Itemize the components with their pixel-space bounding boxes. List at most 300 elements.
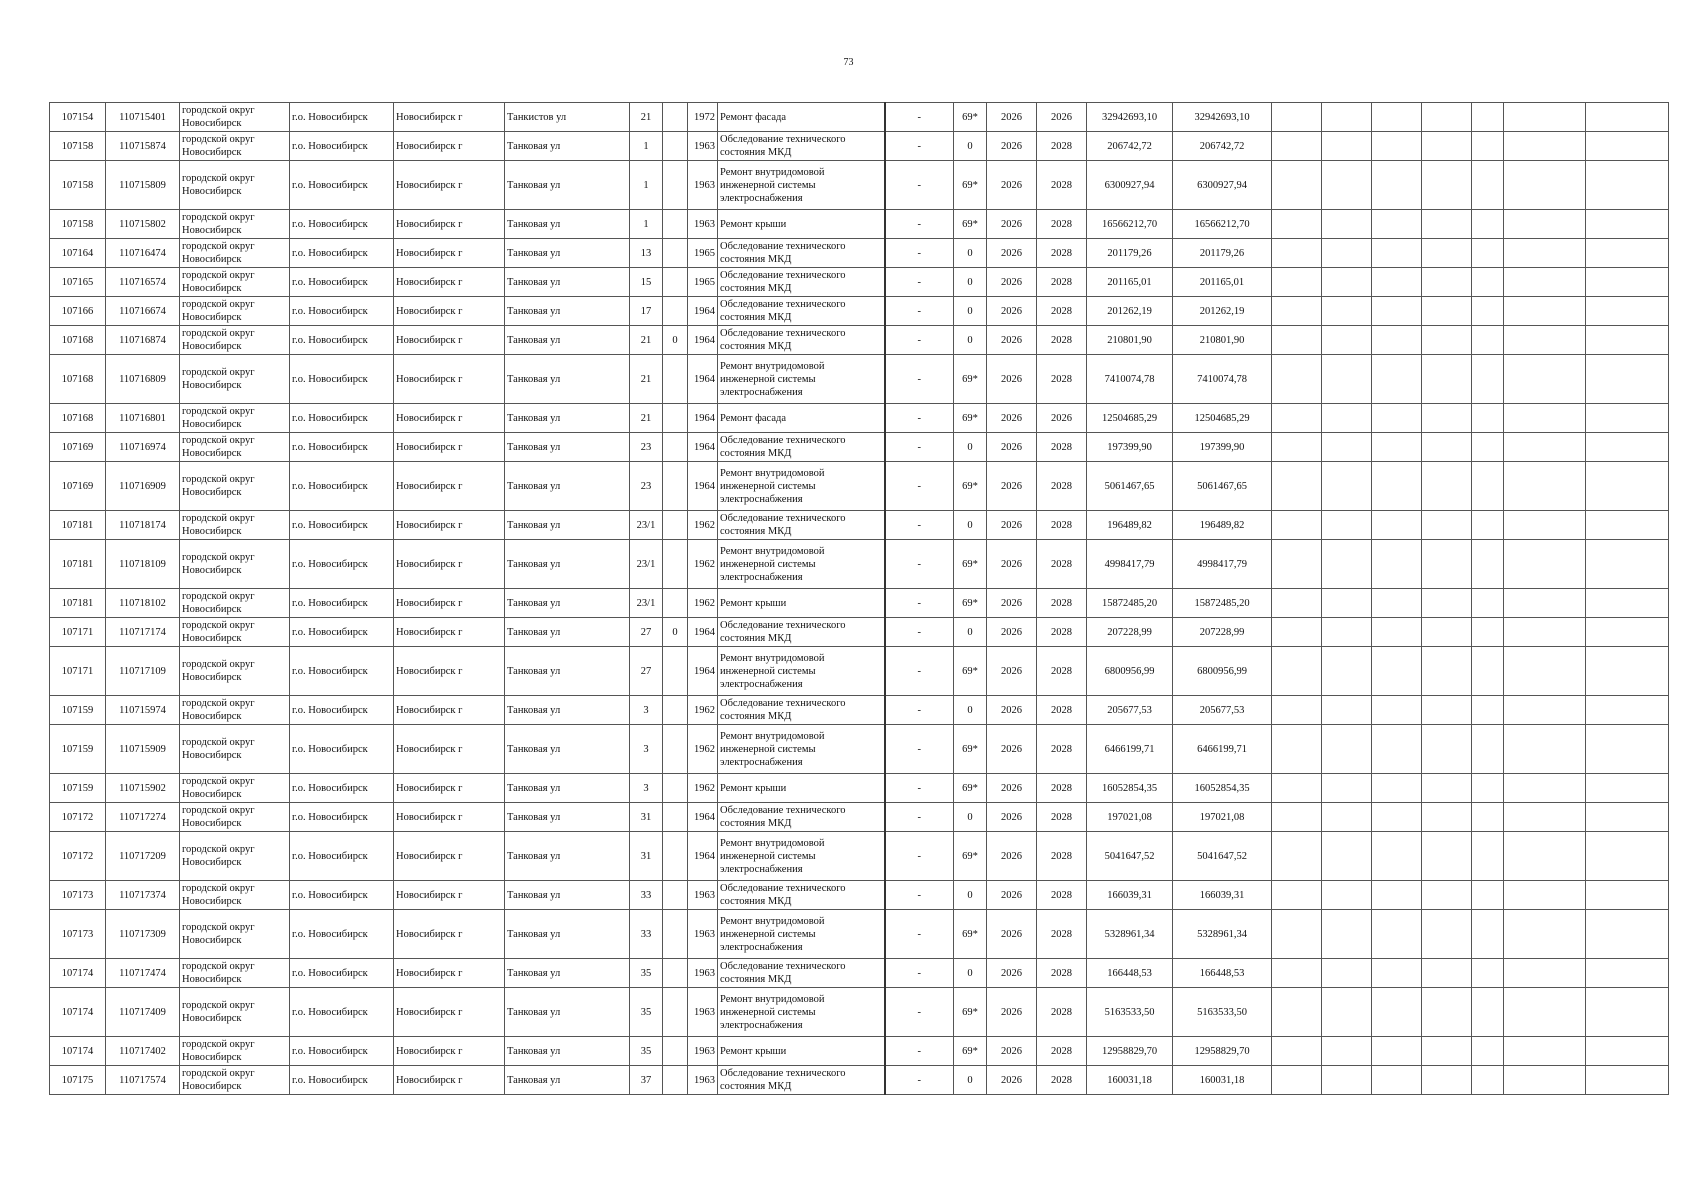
empty-cell <box>1586 297 1669 326</box>
work-id-cell: 110716801 <box>106 404 180 433</box>
empty-cell <box>1272 239 1322 268</box>
empty-cell <box>1372 297 1422 326</box>
building-cell <box>663 988 688 1037</box>
dash-value-cell: - <box>885 881 954 910</box>
municipality-cell: городской округ Новосибирск <box>180 803 290 832</box>
wear-percent-cell: 0 <box>954 959 987 988</box>
plan-year-end-cell: 2028 <box>1037 725 1087 774</box>
municipality-cell: городской округ Новосибирск <box>180 210 290 239</box>
cost-fund-cell: 166448,53 <box>1173 959 1272 988</box>
record-id-cell: 107173 <box>50 910 106 959</box>
empty-cell <box>1472 1037 1504 1066</box>
empty-cell <box>1586 1037 1669 1066</box>
district-cell: г.о. Новосибирск <box>290 959 394 988</box>
empty-cell <box>1422 959 1472 988</box>
city-cell: Новосибирск г <box>394 132 505 161</box>
dash-value-cell: - <box>885 618 954 647</box>
work-id-cell: 110716974 <box>106 433 180 462</box>
house-number-cell: 33 <box>630 910 663 959</box>
empty-cell <box>1504 326 1586 355</box>
house-number-cell: 23 <box>630 462 663 511</box>
house-number-cell: 1 <box>630 161 663 210</box>
work-id-cell: 110716674 <box>106 297 180 326</box>
empty-cell <box>1272 959 1322 988</box>
cost-fund-cell: 4998417,79 <box>1173 540 1272 589</box>
wear-percent-cell: 0 <box>954 297 987 326</box>
work-type-cell: Ремонт внутридомовой инженерной системы электроснабжения <box>718 161 885 210</box>
plan-year-end-cell: 2028 <box>1037 959 1087 988</box>
empty-cell <box>1472 210 1504 239</box>
house-number-cell: 21 <box>630 103 663 132</box>
work-id-cell: 110716809 <box>106 355 180 404</box>
table-row <box>50 210 1669 239</box>
empty-cell <box>1586 832 1669 881</box>
street-cell: Танковая ул <box>505 210 630 239</box>
empty-cell <box>1372 511 1422 540</box>
table-row <box>50 618 1669 647</box>
empty-cell <box>1586 404 1669 433</box>
empty-cell <box>1504 910 1586 959</box>
municipality-cell: городской округ Новосибирск <box>180 511 290 540</box>
work-type-cell: Ремонт крыши <box>718 589 885 618</box>
dash-value-cell: - <box>885 103 954 132</box>
record-id-cell: 107154 <box>50 103 106 132</box>
work-id-cell: 110715909 <box>106 725 180 774</box>
build-year-cell: 1963 <box>688 910 718 959</box>
empty-cell <box>1586 589 1669 618</box>
empty-cell <box>1322 725 1372 774</box>
empty-cell <box>1272 1066 1322 1095</box>
empty-cell <box>1422 511 1472 540</box>
dash-value-cell: - <box>885 725 954 774</box>
table-row <box>50 647 1669 696</box>
record-id-cell: 107171 <box>50 647 106 696</box>
empty-cell <box>1472 959 1504 988</box>
plan-year-start-cell: 2026 <box>987 103 1037 132</box>
dash-value-cell: - <box>885 647 954 696</box>
work-type-cell: Ремонт внутридомовой инженерной системы электроснабжения <box>718 647 885 696</box>
work-id-cell: 110717402 <box>106 1037 180 1066</box>
municipality-cell: городской округ Новосибирск <box>180 1037 290 1066</box>
building-cell <box>663 725 688 774</box>
empty-cell <box>1272 297 1322 326</box>
cost-fund-cell: 210801,90 <box>1173 326 1272 355</box>
record-id-cell: 107168 <box>50 355 106 404</box>
dash-value-cell: - <box>885 832 954 881</box>
empty-cell <box>1504 540 1586 589</box>
wear-percent-cell: 0 <box>954 696 987 725</box>
record-id-cell: 107166 <box>50 297 106 326</box>
work-id-cell: 110718174 <box>106 511 180 540</box>
build-year-cell: 1963 <box>688 1066 718 1095</box>
empty-cell <box>1422 297 1472 326</box>
building-cell <box>663 462 688 511</box>
district-cell: г.о. Новосибирск <box>290 210 394 239</box>
empty-cell <box>1372 326 1422 355</box>
city-cell: Новосибирск г <box>394 433 505 462</box>
dash-value-cell: - <box>885 1066 954 1095</box>
empty-cell <box>1472 103 1504 132</box>
building-cell <box>663 959 688 988</box>
dash-value-cell: - <box>885 355 954 404</box>
empty-cell <box>1586 959 1669 988</box>
wear-percent-cell: 69* <box>954 210 987 239</box>
house-number-cell: 3 <box>630 696 663 725</box>
municipality-cell: городской округ Новосибирск <box>180 1066 290 1095</box>
empty-cell <box>1272 832 1322 881</box>
build-year-cell: 1963 <box>688 161 718 210</box>
plan-year-start-cell: 2026 <box>987 132 1037 161</box>
empty-cell <box>1504 433 1586 462</box>
plan-year-start-cell: 2026 <box>987 404 1037 433</box>
empty-cell <box>1504 988 1586 1037</box>
record-id-cell: 107158 <box>50 132 106 161</box>
street-cell: Танковая ул <box>505 774 630 803</box>
empty-cell <box>1322 589 1372 618</box>
record-id-cell: 107169 <box>50 462 106 511</box>
city-cell: Новосибирск г <box>394 959 505 988</box>
cost-fund-cell: 5328961,34 <box>1173 910 1272 959</box>
empty-cell <box>1272 618 1322 647</box>
record-id-cell: 107174 <box>50 1037 106 1066</box>
empty-cell <box>1504 103 1586 132</box>
city-cell: Новосибирск г <box>394 589 505 618</box>
street-cell: Танковая ул <box>505 433 630 462</box>
dash-value-cell: - <box>885 297 954 326</box>
empty-cell <box>1586 647 1669 696</box>
build-year-cell: 1962 <box>688 511 718 540</box>
build-year-cell: 1964 <box>688 803 718 832</box>
cost-total-cell: 196489,82 <box>1087 511 1173 540</box>
cost-total-cell: 160031,18 <box>1087 1066 1173 1095</box>
empty-cell <box>1372 696 1422 725</box>
empty-cell <box>1322 210 1372 239</box>
empty-cell <box>1372 161 1422 210</box>
city-cell: Новосибирск г <box>394 1066 505 1095</box>
city-cell: Новосибирск г <box>394 910 505 959</box>
empty-cell <box>1372 433 1422 462</box>
empty-cell <box>1472 647 1504 696</box>
work-type-cell: Ремонт фасада <box>718 404 885 433</box>
house-number-cell: 33 <box>630 881 663 910</box>
empty-cell <box>1322 618 1372 647</box>
page-number: 73 <box>843 57 854 68</box>
record-id-cell: 107174 <box>50 988 106 1037</box>
house-number-cell: 1 <box>630 210 663 239</box>
wear-percent-cell: 0 <box>954 881 987 910</box>
empty-cell <box>1504 239 1586 268</box>
table-row <box>50 355 1669 404</box>
plan-year-end-cell: 2026 <box>1037 404 1087 433</box>
dash-value-cell: - <box>885 959 954 988</box>
city-cell: Новосибирск г <box>394 881 505 910</box>
empty-cell <box>1472 433 1504 462</box>
district-cell: г.о. Новосибирск <box>290 132 394 161</box>
city-cell: Новосибирск г <box>394 161 505 210</box>
building-cell <box>663 696 688 725</box>
wear-percent-cell: 0 <box>954 803 987 832</box>
empty-cell <box>1472 881 1504 910</box>
empty-cell <box>1422 404 1472 433</box>
cost-total-cell: 12504685,29 <box>1087 404 1173 433</box>
wear-percent-cell: 0 <box>954 239 987 268</box>
cost-total-cell: 5163533,50 <box>1087 988 1173 1037</box>
street-cell: Танковая ул <box>505 239 630 268</box>
build-year-cell: 1962 <box>688 725 718 774</box>
empty-cell <box>1422 355 1472 404</box>
plan-year-end-cell: 2028 <box>1037 988 1087 1037</box>
empty-cell <box>1272 988 1322 1037</box>
cost-fund-cell: 5041647,52 <box>1173 832 1272 881</box>
municipality-cell: городской округ Новосибирск <box>180 647 290 696</box>
empty-cell <box>1422 433 1472 462</box>
plan-year-start-cell: 2026 <box>987 774 1037 803</box>
city-cell: Новосибирск г <box>394 774 505 803</box>
house-number-cell: 13 <box>630 239 663 268</box>
plan-year-start-cell: 2026 <box>987 647 1037 696</box>
empty-cell <box>1504 132 1586 161</box>
empty-cell <box>1504 803 1586 832</box>
street-cell: Танковая ул <box>505 268 630 297</box>
municipality-cell: городской округ Новосибирск <box>180 161 290 210</box>
dash-value-cell: - <box>885 161 954 210</box>
empty-cell <box>1372 881 1422 910</box>
table-row <box>50 540 1669 589</box>
plan-year-start-cell: 2026 <box>987 1037 1037 1066</box>
cost-fund-cell: 201165,01 <box>1173 268 1272 297</box>
dash-value-cell: - <box>885 326 954 355</box>
empty-cell <box>1472 462 1504 511</box>
plan-year-end-cell: 2028 <box>1037 910 1087 959</box>
municipality-cell: городской округ Новосибирск <box>180 589 290 618</box>
empty-cell <box>1272 803 1322 832</box>
building-cell <box>663 803 688 832</box>
work-type-cell: Обследование технического состояния МКД <box>718 433 885 462</box>
table-row <box>50 462 1669 511</box>
cost-total-cell: 6466199,71 <box>1087 725 1173 774</box>
plan-year-start-cell: 2026 <box>987 696 1037 725</box>
empty-cell <box>1322 959 1372 988</box>
wear-percent-cell: 69* <box>954 910 987 959</box>
street-cell: Танковая ул <box>505 326 630 355</box>
plan-year-end-cell: 2028 <box>1037 161 1087 210</box>
empty-cell <box>1586 803 1669 832</box>
cost-total-cell: 6800956,99 <box>1087 647 1173 696</box>
empty-cell <box>1372 239 1422 268</box>
empty-cell <box>1322 910 1372 959</box>
empty-cell <box>1586 1066 1669 1095</box>
empty-cell <box>1422 803 1472 832</box>
record-id-cell: 107159 <box>50 774 106 803</box>
building-cell <box>663 132 688 161</box>
build-year-cell: 1963 <box>688 959 718 988</box>
empty-cell <box>1272 433 1322 462</box>
street-cell: Танковая ул <box>505 355 630 404</box>
empty-cell <box>1372 910 1422 959</box>
empty-cell <box>1422 161 1472 210</box>
table-row <box>50 1066 1669 1095</box>
district-cell: г.о. Новосибирск <box>290 881 394 910</box>
cost-total-cell: 210801,90 <box>1087 326 1173 355</box>
municipality-cell: городской округ Новосибирск <box>180 774 290 803</box>
table-row <box>50 589 1669 618</box>
table-row <box>50 132 1669 161</box>
street-cell: Танковая ул <box>505 161 630 210</box>
empty-cell <box>1586 696 1669 725</box>
empty-cell <box>1272 540 1322 589</box>
empty-cell <box>1586 910 1669 959</box>
work-type-cell: Обследование технического состояния МКД <box>718 132 885 161</box>
building-cell <box>663 910 688 959</box>
record-id-cell: 107158 <box>50 161 106 210</box>
plan-year-end-cell: 2028 <box>1037 297 1087 326</box>
empty-cell <box>1504 959 1586 988</box>
house-number-cell: 21 <box>630 326 663 355</box>
plan-year-start-cell: 2026 <box>987 355 1037 404</box>
building-cell <box>663 832 688 881</box>
work-id-cell: 110715401 <box>106 103 180 132</box>
cost-total-cell: 166039,31 <box>1087 881 1173 910</box>
work-id-cell: 110716474 <box>106 239 180 268</box>
plan-year-end-cell: 2028 <box>1037 832 1087 881</box>
plan-year-end-cell: 2028 <box>1037 647 1087 696</box>
building-cell <box>663 161 688 210</box>
cost-fund-cell: 196489,82 <box>1173 511 1272 540</box>
work-type-cell: Ремонт внутридомовой инженерной системы электроснабжения <box>718 988 885 1037</box>
empty-cell <box>1422 774 1472 803</box>
build-year-cell: 1964 <box>688 404 718 433</box>
plan-year-end-cell: 2028 <box>1037 540 1087 589</box>
municipality-cell: городской округ Новосибирск <box>180 540 290 589</box>
record-id-cell: 107172 <box>50 832 106 881</box>
cost-fund-cell: 201262,19 <box>1173 297 1272 326</box>
work-type-cell: Обследование технического состояния МКД <box>718 239 885 268</box>
record-id-cell: 107181 <box>50 540 106 589</box>
building-cell <box>663 355 688 404</box>
work-type-cell: Ремонт внутридомовой инженерной системы электроснабжения <box>718 540 885 589</box>
empty-cell <box>1272 132 1322 161</box>
wear-percent-cell: 69* <box>954 540 987 589</box>
empty-cell <box>1504 774 1586 803</box>
work-type-cell: Обследование технического состояния МКД <box>718 881 885 910</box>
plan-year-start-cell: 2026 <box>987 1066 1037 1095</box>
table-row <box>50 103 1669 132</box>
cost-total-cell: 201165,01 <box>1087 268 1173 297</box>
empty-cell <box>1372 103 1422 132</box>
cost-fund-cell: 32942693,10 <box>1173 103 1272 132</box>
empty-cell <box>1586 988 1669 1037</box>
work-id-cell: 110717574 <box>106 1066 180 1095</box>
street-cell: Танковая ул <box>505 910 630 959</box>
empty-cell <box>1422 725 1472 774</box>
table-row <box>50 326 1669 355</box>
empty-cell <box>1586 540 1669 589</box>
cost-total-cell: 5328961,34 <box>1087 910 1173 959</box>
plan-year-start-cell: 2026 <box>987 297 1037 326</box>
plan-year-end-cell: 2028 <box>1037 433 1087 462</box>
empty-cell <box>1422 910 1472 959</box>
empty-cell <box>1472 355 1504 404</box>
district-cell: г.о. Новосибирск <box>290 988 394 1037</box>
plan-year-start-cell: 2026 <box>987 210 1037 239</box>
empty-cell <box>1472 132 1504 161</box>
build-year-cell: 1962 <box>688 540 718 589</box>
district-cell: г.о. Новосибирск <box>290 355 394 404</box>
municipality-cell: городской округ Новосибирск <box>180 696 290 725</box>
wear-percent-cell: 69* <box>954 832 987 881</box>
empty-cell <box>1504 462 1586 511</box>
plan-year-end-cell: 2028 <box>1037 1037 1087 1066</box>
district-cell: г.о. Новосибирск <box>290 1037 394 1066</box>
work-id-cell: 110715809 <box>106 161 180 210</box>
empty-cell <box>1504 725 1586 774</box>
empty-cell <box>1422 647 1472 696</box>
empty-cell <box>1322 696 1372 725</box>
empty-cell <box>1586 132 1669 161</box>
empty-cell <box>1322 540 1372 589</box>
municipality-cell: городской округ Новосибирск <box>180 297 290 326</box>
plan-year-start-cell: 2026 <box>987 161 1037 210</box>
street-cell: Танковая ул <box>505 803 630 832</box>
work-id-cell: 110716909 <box>106 462 180 511</box>
building-cell: 0 <box>663 326 688 355</box>
cost-fund-cell: 15872485,20 <box>1173 589 1272 618</box>
plan-year-start-cell: 2026 <box>987 239 1037 268</box>
build-year-cell: 1964 <box>688 832 718 881</box>
district-cell: г.о. Новосибирск <box>290 326 394 355</box>
district-cell: г.о. Новосибирск <box>290 696 394 725</box>
plan-year-start-cell: 2026 <box>987 618 1037 647</box>
dash-value-cell: - <box>885 462 954 511</box>
empty-cell <box>1472 696 1504 725</box>
empty-cell <box>1586 881 1669 910</box>
empty-cell <box>1272 910 1322 959</box>
house-number-cell: 37 <box>630 1066 663 1095</box>
district-cell: г.о. Новосибирск <box>290 647 394 696</box>
municipality-cell: городской округ Новосибирск <box>180 355 290 404</box>
house-number-cell: 17 <box>630 297 663 326</box>
work-type-cell: Обследование технического состояния МКД <box>718 1066 885 1095</box>
empty-cell <box>1372 589 1422 618</box>
work-type-cell: Обследование технического состояния МКД <box>718 803 885 832</box>
empty-cell <box>1422 103 1472 132</box>
empty-cell <box>1504 589 1586 618</box>
district-cell: г.о. Новосибирск <box>290 268 394 297</box>
district-cell: г.о. Новосибирск <box>290 540 394 589</box>
work-type-cell: Ремонт фасада <box>718 103 885 132</box>
empty-cell <box>1372 959 1422 988</box>
empty-cell <box>1504 210 1586 239</box>
street-cell: Танковая ул <box>505 725 630 774</box>
house-number-cell: 27 <box>630 647 663 696</box>
record-id-cell: 107181 <box>50 589 106 618</box>
municipality-cell: городской округ Новосибирск <box>180 881 290 910</box>
wear-percent-cell: 69* <box>954 103 987 132</box>
building-cell <box>663 881 688 910</box>
plan-year-end-cell: 2026 <box>1037 103 1087 132</box>
empty-cell <box>1504 647 1586 696</box>
wear-percent-cell: 69* <box>954 355 987 404</box>
empty-cell <box>1422 589 1472 618</box>
district-cell: г.о. Новосибирск <box>290 433 394 462</box>
city-cell: Новосибирск г <box>394 988 505 1037</box>
empty-cell <box>1472 239 1504 268</box>
house-number-cell: 1 <box>630 132 663 161</box>
work-type-cell: Ремонт крыши <box>718 210 885 239</box>
empty-cell <box>1272 774 1322 803</box>
street-cell: Танковая ул <box>505 511 630 540</box>
empty-cell <box>1586 774 1669 803</box>
